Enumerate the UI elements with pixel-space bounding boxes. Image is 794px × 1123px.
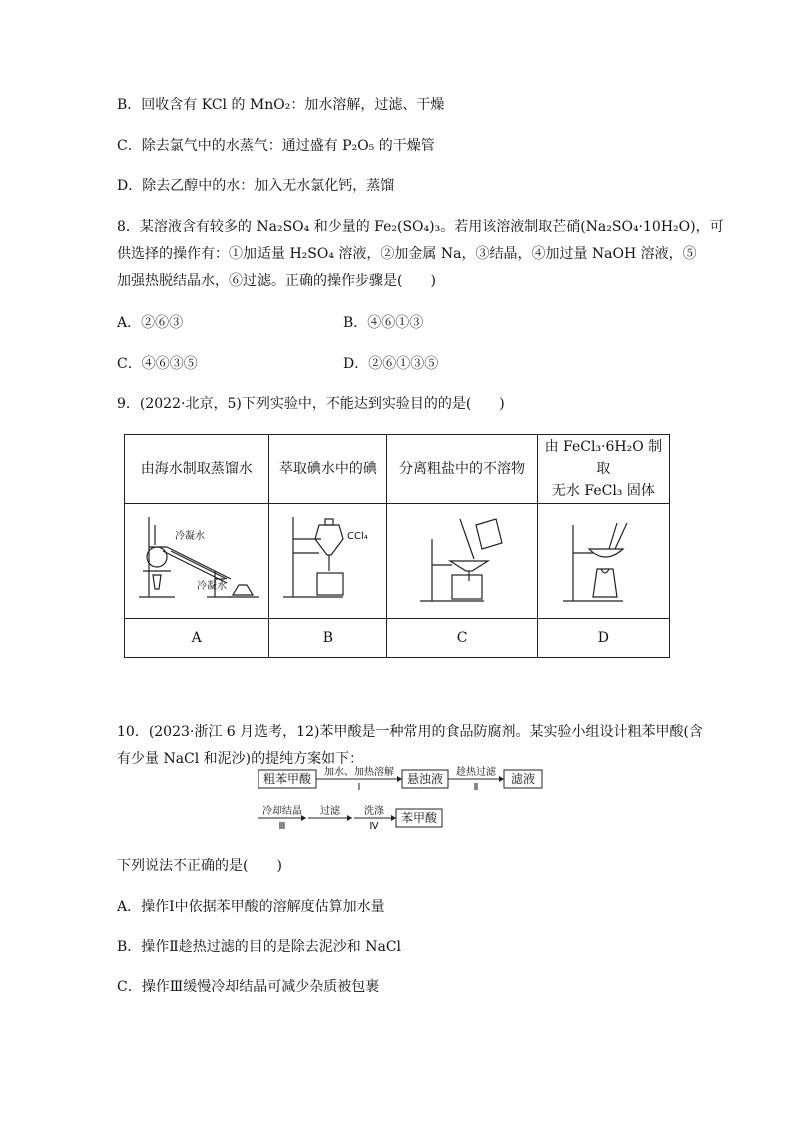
evaporating-dish-icon	[543, 509, 663, 609]
q10-stem-line1: 10．(2023·浙江 6 月选考，12)苯甲酸是一种常用的食品防腐剂。某实验小组设计粗苯甲酸(含	[117, 724, 703, 740]
filtration-apparatus-icon	[392, 509, 532, 609]
condenser-water-label-2: 冷凝水	[196, 581, 227, 592]
distillation-apparatus-image	[125, 504, 269, 619]
q9-stem: 9．(2022·北京，5)下列实验中，不能达到实验目的的是( )	[117, 396, 505, 412]
q8-option-c: C．④⑥③⑤	[117, 356, 198, 372]
q7-option-c: C．除去氯气中的水蒸气：通过盛有 P₂O₅ 的干燥管	[117, 138, 435, 154]
flow-step2-no: Ⅱ	[473, 782, 479, 793]
header-d-line1: 由 FeCl₃·6H₂O 制取	[544, 439, 663, 477]
q10-option-b: B．操作Ⅱ趁热过滤的目的是除去泥沙和 NaCl	[117, 939, 402, 955]
ccl4-label: CCl₄	[346, 531, 368, 542]
q8-stem-line1: 8．某溶液含有较多的 Na₂SO₄ 和少量的 Fe₂(SO₄)₃。若用该溶液制取芒硝(Na₂SO₄·10H₂O)，可	[117, 219, 724, 235]
flow-step5-text: 洗涤	[364, 806, 384, 817]
label-a: A	[125, 619, 269, 658]
q10-question: 下列说法不正确的是( )	[117, 858, 282, 874]
q10-stem-line2: 有少量 NaCl 和泥沙)的提纯方案如下：	[117, 751, 364, 767]
q8-stem-line2: 供选择的操作有：①加适量 H₂SO₄ 溶液，②加金属 Na，③结晶，④加过量 NaOH 溶液，⑤	[117, 246, 697, 262]
q8-option-d: D．②⑥①③⑤	[343, 356, 439, 372]
header-d	[537, 435, 669, 504]
q7-option-b: B．回收含有 KCl 的 MnO₂：加水溶解，过滤、干燥	[117, 97, 445, 113]
header-a: 由海水制取蒸馏水	[125, 435, 269, 504]
header-c: 分离粗盐中的不溶物	[387, 435, 537, 504]
flow-step2-text: 趁热过滤	[456, 767, 496, 778]
q7-option-d: D．除去乙醇中的水：加入无水氯化钙，蒸馏	[117, 178, 395, 194]
label-c: C	[387, 619, 537, 658]
flow-box-filtrate-text: 滤液	[510, 772, 536, 786]
q8-stem-line3: 加强热脱结晶水，⑥过滤。正确的操作步骤是( )	[117, 273, 436, 289]
label-d: D	[537, 619, 669, 658]
header-b: 萃取碘水中的碘	[269, 435, 387, 504]
flow-step4-text: 过滤	[320, 806, 340, 817]
label-b: B	[269, 619, 387, 658]
q8-option-a: A．②⑥③	[117, 315, 184, 331]
flow-box-suspension-text: 悬浊液	[406, 772, 444, 786]
flow-step3-text: 冷却结晶	[262, 806, 302, 817]
flow-box-crude-text: 粗苯甲酸	[262, 772, 312, 786]
condenser-water-label-1: 冷凝水	[174, 531, 205, 542]
flow-step1-text: 加水、加热溶解	[324, 767, 394, 778]
flow-step1-no: Ⅰ	[357, 782, 361, 793]
filtration-apparatus-image	[387, 504, 537, 619]
evaporation-apparatus-image	[537, 504, 669, 619]
q10-option-a: A．操作Ⅰ中依据苯甲酸的溶解度估算加水量	[117, 899, 385, 915]
purification-flowchart	[258, 766, 548, 836]
q10-option-c: C．操作Ⅲ缓慢冷却结晶可减少杂质被包裹	[117, 979, 380, 995]
flow-box-benzoic-acid-text: 苯甲酸	[400, 811, 438, 825]
distillation-apparatus-icon	[127, 509, 267, 609]
header-d-line2: 无水 FeCl₃ 固体	[551, 483, 655, 499]
q9-experiment-table	[124, 434, 670, 658]
extraction-apparatus-image	[269, 504, 387, 619]
q8-option-b: B．④⑥①③	[343, 315, 424, 331]
flow-step3-no: Ⅲ	[278, 821, 286, 832]
flow-step5-no: Ⅳ	[369, 821, 379, 832]
separatory-funnel-icon	[273, 509, 383, 609]
